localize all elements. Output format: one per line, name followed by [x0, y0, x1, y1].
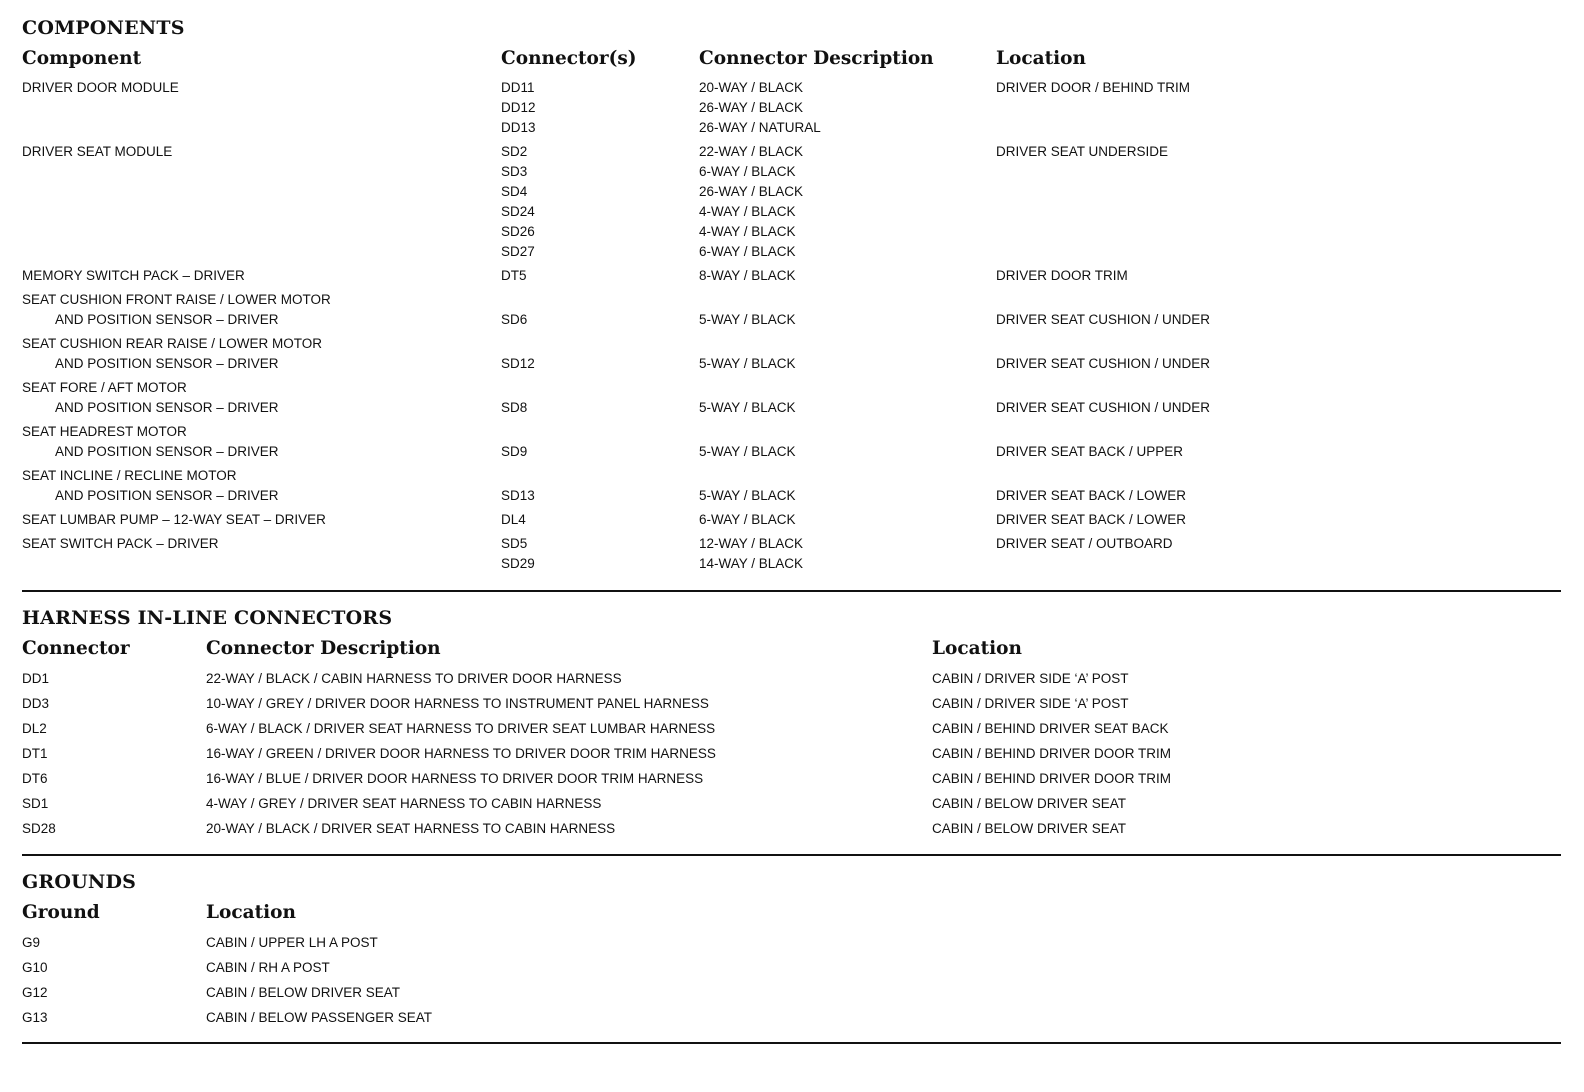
component-location: DRIVER SEAT BACK / UPPER — [996, 444, 1184, 459]
harness-location: CABIN / DRIVER SIDE ‘A’ POST — [932, 671, 1129, 686]
connectors-column-header: Connector(s) — [501, 48, 637, 69]
harness-description: 4-WAY / GREY / DRIVER SEAT HARNESS TO CABIN HARNESS — [206, 796, 602, 811]
connector-description: 14-WAY / BLACK — [699, 556, 804, 571]
component-location: DRIVER SEAT CUSHION / UNDER — [996, 356, 1211, 371]
table-row — [22, 264, 1562, 288]
spacer — [699, 466, 996, 486]
connector-description: 22-WAY / BLACK — [699, 144, 804, 159]
component-name: AND POSITION SENSOR – DRIVER — [55, 488, 279, 503]
component-location: DRIVER SEAT BACK / LOWER — [996, 512, 1187, 527]
harness-connector-id: DD3 — [22, 696, 50, 711]
harness-location: CABIN / BEHIND DRIVER DOOR TRIM — [932, 746, 1172, 761]
connector-description: 6-WAY / BLACK — [699, 512, 796, 527]
connector-description-cell — [699, 266, 996, 286]
table-row — [22, 332, 1562, 376]
component-name: SEAT FORE / AFT MOTOR — [22, 380, 187, 395]
connector-id: SD12 — [501, 356, 535, 371]
table-row — [22, 420, 1562, 464]
table-row — [22, 691, 1562, 716]
component-name: SEAT LUMBAR PUMP – 12-WAY SEAT – DRIVER — [22, 512, 326, 527]
connector-description-cell — [699, 290, 996, 330]
harness-header-row — [22, 632, 1562, 666]
harness-description: 20-WAY / BLACK / DRIVER SEAT HARNESS TO CABIN HARNESS — [206, 821, 616, 836]
component-location: DRIVER SEAT / OUTBOARD — [996, 536, 1173, 551]
grounds-table-body — [22, 930, 1562, 1030]
harness-description: 22-WAY / BLACK / CABIN HARNESS TO DRIVER DOOR HARNESS — [206, 671, 622, 686]
connector-description: 26-WAY / NATURAL — [699, 120, 821, 135]
connector-id: SD6 — [501, 312, 528, 327]
connector-id: DD11 — [501, 80, 535, 95]
connector-cell — [501, 334, 699, 374]
harness-connector-id: DT1 — [22, 746, 48, 761]
components-header-row — [22, 42, 1562, 76]
ground-location: CABIN / UPPER LH A POST — [206, 935, 378, 950]
harness-connector-id: DT6 — [22, 771, 48, 786]
connector-cell — [501, 510, 699, 530]
connector-cell — [501, 142, 699, 262]
harness-connector-id: DD1 — [22, 671, 50, 686]
ground-location: CABIN / BELOW DRIVER SEAT — [206, 985, 401, 1000]
grounds-section — [22, 868, 1562, 1030]
harness-section — [22, 604, 1562, 841]
connector-description: 5-WAY / BLACK — [699, 488, 796, 503]
connector-cell — [501, 534, 699, 574]
component-location: DRIVER DOOR / BEHIND TRIM — [996, 80, 1191, 95]
ground-location-column-header: Location — [206, 902, 296, 923]
harness-connector-id: SD28 — [22, 821, 56, 836]
component-cell — [22, 466, 501, 506]
components-table-body — [22, 76, 1562, 576]
location-cell — [996, 334, 1516, 374]
spacer — [501, 422, 699, 442]
connector-description-cell — [699, 422, 996, 462]
component-cell — [22, 510, 501, 530]
components-title: COMPONENTS — [22, 17, 185, 39]
connector-description: 12-WAY / BLACK — [699, 536, 804, 551]
grounds-header-row — [22, 896, 1562, 930]
connector-id: SD9 — [501, 444, 528, 459]
connector-description: 6-WAY / BLACK — [699, 244, 796, 259]
component-cell — [22, 534, 501, 574]
component-cell — [22, 290, 501, 330]
harness-title: HARNESS IN-LINE CONNECTORS — [22, 607, 393, 629]
component-location: DRIVER SEAT BACK / LOWER — [996, 488, 1187, 503]
connector-description: 4-WAY / BLACK — [699, 204, 796, 219]
table-row — [22, 741, 1562, 766]
connector-cell — [501, 78, 699, 138]
spacer — [996, 334, 1516, 354]
table-row — [22, 288, 1562, 332]
spacer — [699, 422, 996, 442]
harness-location: CABIN / BEHIND DRIVER DOOR TRIM — [932, 771, 1172, 786]
location-cell — [996, 466, 1516, 506]
spacer — [501, 378, 699, 398]
table-row — [22, 980, 1562, 1005]
spacer — [501, 334, 699, 354]
component-cell — [22, 422, 501, 462]
table-row — [22, 955, 1562, 980]
connector-id: DD13 — [501, 120, 536, 135]
section-divider — [22, 854, 1561, 856]
connector-description-column-header: Connector Description — [699, 48, 934, 69]
location-cell — [996, 422, 1516, 462]
connector-id: SD13 — [501, 488, 535, 503]
spacer — [996, 290, 1516, 310]
connector-description: 5-WAY / BLACK — [699, 444, 796, 459]
table-row — [22, 532, 1562, 576]
connector-id: SD26 — [501, 224, 535, 239]
section-divider — [22, 1042, 1561, 1044]
component-location: DRIVER SEAT CUSHION / UNDER — [996, 400, 1211, 415]
table-row — [22, 791, 1562, 816]
table-row — [22, 376, 1562, 420]
spacer — [699, 378, 996, 398]
connector-id: SD2 — [501, 144, 528, 159]
spacer — [996, 466, 1516, 486]
connector-description: 26-WAY / BLACK — [699, 184, 804, 199]
connector-id: DL4 — [501, 512, 526, 527]
harness-location: CABIN / BELOW DRIVER SEAT — [932, 796, 1127, 811]
connector-description: 6-WAY / BLACK — [699, 164, 796, 179]
connector-description: 8-WAY / BLACK — [699, 268, 796, 283]
harness-description-column-header: Connector Description — [206, 638, 441, 659]
harness-description: 16-WAY / GREEN / DRIVER DOOR HARNESS TO DRIVER DOOR TRIM HARNESS — [206, 746, 716, 761]
component-name: DRIVER SEAT MODULE — [22, 144, 173, 159]
ground-id: G12 — [22, 985, 48, 1000]
component-name: AND POSITION SENSOR – DRIVER — [55, 312, 279, 327]
connector-description-cell — [699, 334, 996, 374]
connector-description: 4-WAY / BLACK — [699, 224, 796, 239]
component-name: SEAT INCLINE / RECLINE MOTOR — [22, 468, 237, 483]
component-cell — [22, 378, 501, 418]
connector-id: SD5 — [501, 536, 528, 551]
component-cell — [22, 266, 501, 286]
component-column-header: Component — [22, 48, 142, 69]
location-cell — [996, 266, 1516, 286]
component-name: AND POSITION SENSOR – DRIVER — [55, 400, 279, 415]
components-section — [22, 14, 1562, 576]
table-row — [22, 666, 1562, 691]
spacer — [501, 466, 699, 486]
connector-description-cell — [699, 78, 996, 138]
ground-id: G10 — [22, 960, 48, 975]
spacer — [996, 422, 1516, 442]
location-cell — [996, 78, 1516, 138]
connector-cell — [501, 266, 699, 286]
harness-description: 6-WAY / BLACK / DRIVER SEAT HARNESS TO DRIVER SEAT LUMBAR HARNESS — [206, 721, 716, 736]
ground-location: CABIN / RH A POST — [206, 960, 330, 975]
ground-id: G13 — [22, 1010, 48, 1025]
connector-cell — [501, 290, 699, 330]
table-row — [22, 766, 1562, 791]
table-row — [22, 930, 1562, 955]
spacer — [699, 290, 996, 310]
connector-description: 26-WAY / BLACK — [699, 100, 804, 115]
component-name: SEAT HEADREST MOTOR — [22, 424, 187, 439]
spacer — [699, 334, 996, 354]
grounds-title: GROUNDS — [22, 871, 137, 893]
ground-location: CABIN / BELOW PASSENGER SEAT — [206, 1010, 433, 1025]
table-row — [22, 508, 1562, 532]
table-row — [22, 76, 1562, 140]
connector-cell — [501, 422, 699, 462]
ground-column-header: Ground — [22, 902, 100, 923]
location-column-header: Location — [996, 48, 1086, 69]
component-name: AND POSITION SENSOR – DRIVER — [55, 356, 279, 371]
location-cell — [996, 510, 1516, 530]
ground-id: G9 — [22, 935, 41, 950]
connector-id: DT5 — [501, 268, 527, 283]
component-cell — [22, 142, 501, 262]
location-cell — [996, 534, 1516, 574]
harness-location-column-header: Location — [932, 638, 1022, 659]
connector-description: 5-WAY / BLACK — [699, 356, 796, 371]
connector-description-cell — [699, 534, 996, 574]
harness-connector-id: DL2 — [22, 721, 47, 736]
component-name: MEMORY SWITCH PACK – DRIVER — [22, 268, 245, 283]
connector-description-cell — [699, 510, 996, 530]
section-divider — [22, 590, 1561, 592]
component-location: DRIVER SEAT UNDERSIDE — [996, 144, 1169, 159]
harness-location: CABIN / BELOW DRIVER SEAT — [932, 821, 1127, 836]
component-location: DRIVER DOOR TRIM — [996, 268, 1128, 283]
table-row — [22, 816, 1562, 841]
component-cell — [22, 78, 501, 138]
component-name: SEAT CUSHION REAR RAISE / LOWER MOTOR — [22, 336, 323, 351]
connector-id: DD12 — [501, 100, 536, 115]
connector-description-cell — [699, 378, 996, 418]
spacer — [501, 290, 699, 310]
harness-description: 10-WAY / GREY / DRIVER DOOR HARNESS TO INSTRUMENT PANEL HARNESS — [206, 696, 709, 711]
spacer — [996, 378, 1516, 398]
location-cell — [996, 142, 1516, 262]
connector-description: 5-WAY / BLACK — [699, 312, 796, 327]
harness-location: CABIN / BEHIND DRIVER SEAT BACK — [932, 721, 1169, 736]
location-cell — [996, 378, 1516, 418]
document-page — [22, 14, 1562, 1044]
connector-id: SD29 — [501, 556, 535, 571]
connector-cell — [501, 378, 699, 418]
connector-description: 20-WAY / BLACK — [699, 80, 804, 95]
connector-cell — [501, 466, 699, 506]
component-location: DRIVER SEAT CUSHION / UNDER — [996, 312, 1211, 327]
harness-location: CABIN / DRIVER SIDE ‘A’ POST — [932, 696, 1129, 711]
connector-description-cell — [699, 142, 996, 262]
component-cell — [22, 334, 501, 374]
table-row — [22, 464, 1562, 508]
table-row — [22, 1005, 1562, 1030]
connector-description-cell — [699, 466, 996, 506]
table-row — [22, 140, 1562, 264]
component-name: SEAT CUSHION FRONT RAISE / LOWER MOTOR — [22, 292, 331, 307]
harness-table-body — [22, 666, 1562, 841]
connector-id: SD8 — [501, 400, 528, 415]
connector-id: SD24 — [501, 204, 535, 219]
table-row — [22, 716, 1562, 741]
connector-column-header: Connector — [22, 638, 130, 659]
component-name: SEAT SWITCH PACK – DRIVER — [22, 536, 219, 551]
connector-description: 5-WAY / BLACK — [699, 400, 796, 415]
harness-connector-id: SD1 — [22, 796, 49, 811]
component-name: DRIVER DOOR MODULE — [22, 80, 179, 95]
connector-id: SD3 — [501, 164, 528, 179]
connector-id: SD4 — [501, 184, 528, 199]
harness-description: 16-WAY / BLUE / DRIVER DOOR HARNESS TO DRIVER DOOR TRIM HARNESS — [206, 771, 704, 786]
location-cell — [996, 290, 1516, 330]
component-name: AND POSITION SENSOR – DRIVER — [55, 444, 279, 459]
connector-id: SD27 — [501, 244, 535, 259]
